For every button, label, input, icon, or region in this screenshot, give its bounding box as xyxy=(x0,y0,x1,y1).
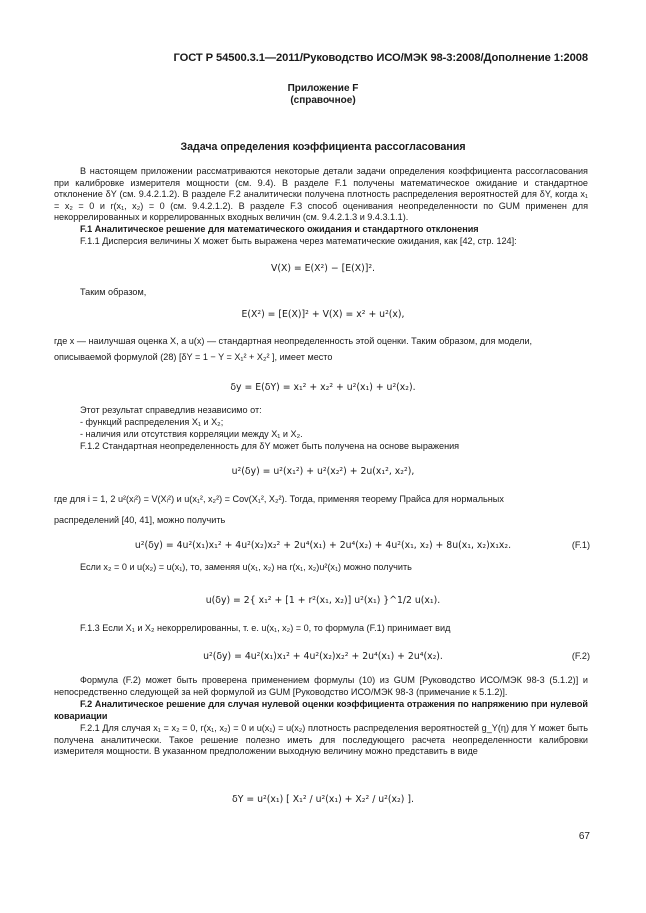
f1-3-text: F.1.3 Если X₁ и X₂ некоррелированны, т. е. u(x₁, x₂) = 0, то формула (F.1) принимает вид xyxy=(80,623,451,633)
appendix-title: Приложение F xyxy=(287,83,359,94)
result-text: Этот результат справедлив независимо от: xyxy=(80,405,262,415)
appendix-subtitle: (справочное) xyxy=(290,95,356,106)
section-f2-heading: F.2 Аналитическое решение для случая нулевой оценки коэффициента отражения по напряжению при нулевой ковариации xyxy=(54,699,588,721)
price-text: распределений [40, 41], можно получить xyxy=(54,515,226,525)
delta-Y-representation-formula: δY = u²(x₁) [ X₁² / u²(x₁) + X₂² / u²(x₂) ]. xyxy=(232,794,414,805)
delta-y-formula: δy = E(δY) = x₁² + x₂² + u²(x₁) + u²(x₂). xyxy=(230,382,416,393)
expectation-formula: E(X²) = [E(X)]² + V(X) = x² + u²(x), xyxy=(241,309,405,320)
where-i-text: где для i = 1, 2 u²(xᵢ²) = V(Xᵢ²) и u(x₁², x₂²) = Cov(X₁², X₂²). Тогда, применяя теорему Прайса для нормальных xyxy=(54,494,504,504)
bullet-correlation: - наличия или отсутствия корреляции между X₁ и X₂. xyxy=(80,429,303,439)
bullet-distribution: - функций распределения X₁ и X₂; xyxy=(80,417,224,427)
variance-formula: V(X) = E(X²) − [E(X)]². xyxy=(270,263,376,274)
formula-f1-number: (F.1) xyxy=(571,540,590,550)
f1-2-text: F.1.2 Стандартная неопределенность для δY может быть получена на основе выражения xyxy=(80,441,460,451)
f1-1-text: F.1.1 Дисперсия величины X может быть выражена через математические ожидания, как [42, стр. 124]: xyxy=(80,236,517,246)
u-dy-formula: u(δy) = 2{ x₁² + [1 + r²(x₁, x₂)] u²(x₁) }^1/2 u(x₁). xyxy=(205,595,441,606)
standard-header: ГОСТ Р 54500.3.1—2011/Руководство ИСО/МЭК 98-3:2008/Дополнение 1:2008 xyxy=(173,52,588,64)
intro-paragraph: В настоящем приложении рассматриваются некоторые детали задачи определения коэффициента рассогласования при калибровке измерителя мощности (см. 9.4). В разделе F.1 получены математическое ожидание и стандартное отклонение δY (см. 9.4.2.1.2). В разделе F.2 аналитически получена плотность распределения вероятностей для δY, когда x₁ = x₂ = 0 и r(x₁, x₂) = 0 (см. 9.4.2.1.2). В разделе F.3 способ оценивания неопределенности по GUM применен для некоррелированных и коррелированных входных величин (см. 9.4.2.1.3 и 9.4.3.1.1). xyxy=(54,166,588,223)
model-text: описываемой формулой (28) [δY = 1 − Y = X₁² + X₂² ], имеет место xyxy=(54,352,333,362)
page-number: 67 xyxy=(578,831,590,842)
variance-dy-formula: u²(δy) = u²(x₁²) + u²(x₂²) + 2u(x₁², x₂²), xyxy=(231,466,415,477)
f2-1-paragraph: F.2.1 Для случая x₁ = x₂ = 0, r(x₁, x₂) = 0 и u(x₁) = u(x₂) плотность распределения вероятностей g_Y(η) для Y может быть получена аналитически. Такое решение полезно иметь для последующего расчета неопределенности калибровки измерителя мощности. В указанном предположении выходную величину можно представить в виде xyxy=(54,723,588,757)
if-x2-text: Если x₂ = 0 и u(x₂) = u(x₁), то, заменяя u(x₁, x₂) на r(x₁, x₂)u²(x₁) можно получить xyxy=(80,562,412,572)
appendix-heading xyxy=(0,83,646,107)
formula-f2-number: (F.2) xyxy=(571,651,590,661)
formula-f2: u²(δy) = 4u²(x₁)x₁² + 4u²(x₂)x₂² + 2u⁴(x₁) + 2u⁴(x₂). xyxy=(203,651,443,662)
thus-text: Таким образом, xyxy=(80,287,147,297)
where-x-text: где x — наилучшая оценка X, а u(x) — стандартная неопределенность этой оценки. Таким образом, для модели, xyxy=(54,336,533,346)
f2-check-paragraph: Формула (F.2) может быть проверена применением формулы (10) из GUM [Руководство ИСО/МЭК 98-3 (5.1.2)] и непосредственно следующей за ней формулой из GUM [Руководство ИСО/МЭК 98-3 (примечание к 5.1.2)]. xyxy=(54,675,588,697)
document-title: Задача определения коэффициента рассогласования xyxy=(180,141,466,153)
section-f1-heading: F.1 Аналитическое решение для математического ожидания и стандартного отклонения xyxy=(80,224,479,234)
formula-f1: u²(δy) = 4u²(x₁)x₁² + 4u²(x₂)x₂² + 2u⁴(x₁) + 2u⁴(x₂) + 4u²(x₁, x₂) + 8u(x₁, x₂)x₁x₂. xyxy=(134,540,512,551)
